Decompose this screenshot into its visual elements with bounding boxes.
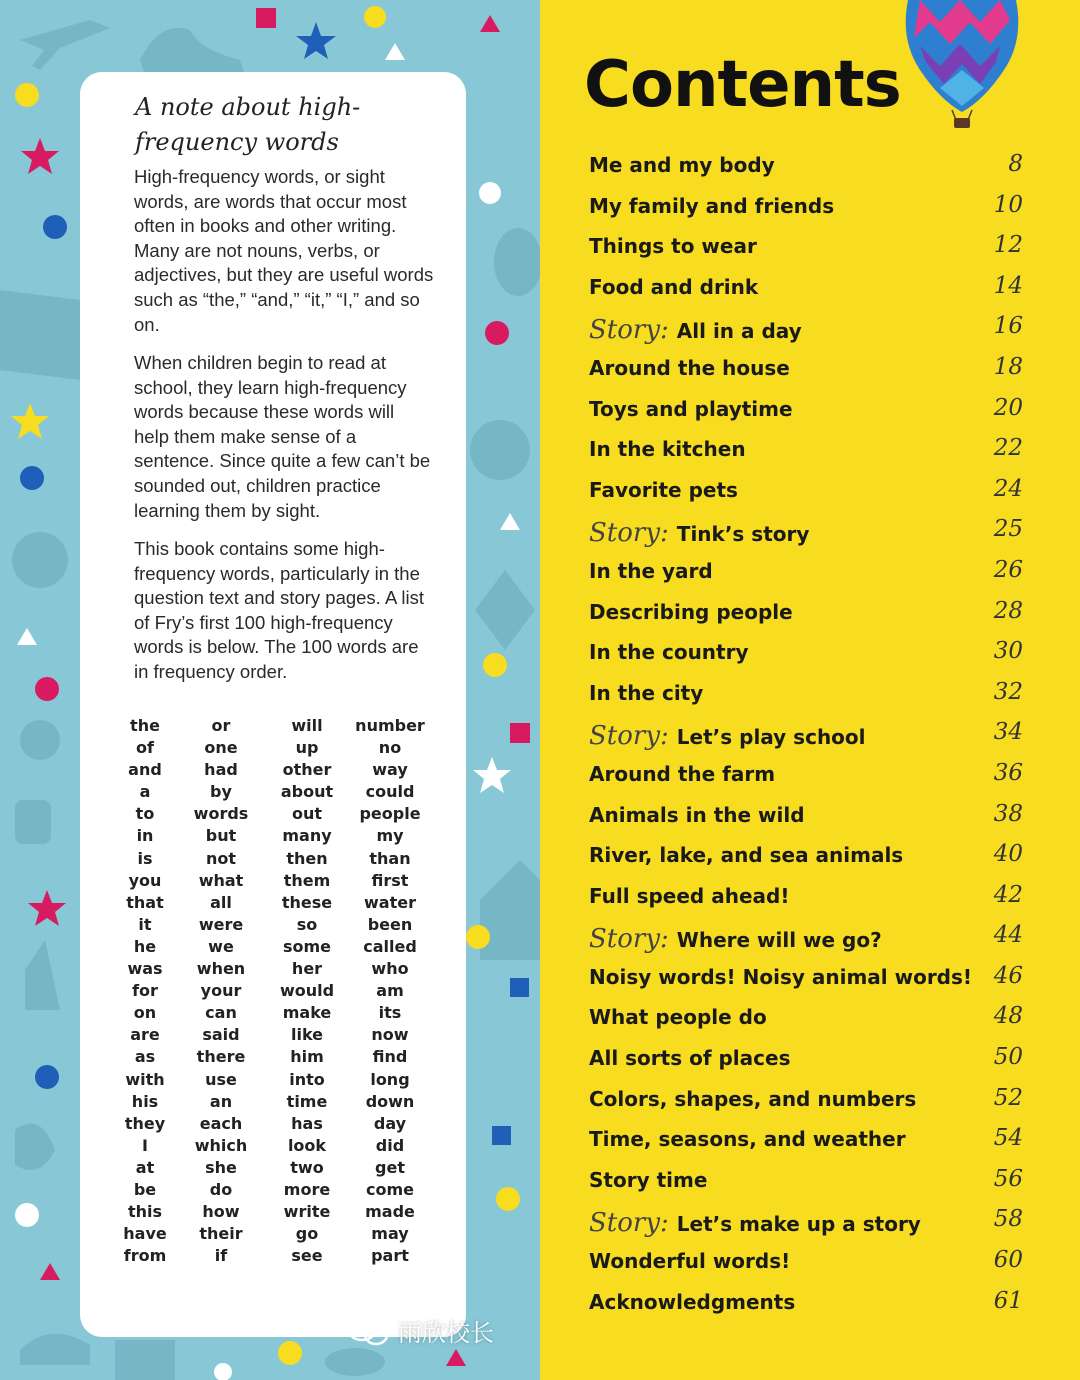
toc-item <box>589 389 1029 430</box>
toc-page-number: 14 <box>993 272 1023 299</box>
toc-page-number: 32 <box>993 678 1023 705</box>
sight-word: up <box>295 738 319 758</box>
sight-word: a <box>139 782 151 802</box>
toc-label <box>589 275 758 299</box>
high-frequency-word-list <box>98 715 458 1267</box>
toc-title: In the kitchen <box>589 437 746 462</box>
toc-title: Toys and playtime <box>589 396 793 421</box>
toc-title: Noisy words! Noisy animal words! <box>589 964 973 989</box>
toc-page-number: 12 <box>993 232 1023 259</box>
note-paragraph: When children begin to read at school, they learn high-frequency words because these words will help them make sense of a sentence. Since quite a few can’t be sounded out, children practice learning them by sight. <box>134 352 431 521</box>
sight-word: were <box>198 914 244 934</box>
sight-word: his <box>131 1091 159 1111</box>
watermark-text: 雨欣校长 <box>398 1320 494 1347</box>
sight-word: the <box>130 716 160 735</box>
toc-item <box>589 795 1029 836</box>
toc-label <box>589 721 866 751</box>
toc-title: Full speed ahead! <box>589 883 790 908</box>
sight-word: way <box>372 760 408 780</box>
sight-word: so <box>296 914 318 934</box>
yellow-star-icon <box>11 403 49 439</box>
toc-title: Time, seasons, and weather <box>589 1127 906 1152</box>
toc-item <box>589 1282 1029 1323</box>
sight-word: your <box>200 981 242 1001</box>
sight-word: who <box>371 959 409 979</box>
sight-word: there <box>196 1047 246 1067</box>
sight-word: said <box>202 1025 240 1045</box>
sight-word: first <box>371 870 409 890</box>
kite-icon <box>475 570 535 650</box>
house-icon <box>480 860 540 960</box>
toc-item <box>589 713 1029 754</box>
white-triangle-icon <box>385 43 405 60</box>
sight-word: at <box>135 1157 155 1177</box>
sight-word: from <box>123 1246 167 1266</box>
toc-label <box>589 1168 707 1192</box>
toc-item <box>589 876 1029 917</box>
yellow-dot-icon <box>364 6 386 28</box>
toc-item <box>589 835 1029 876</box>
toc-label <box>589 762 775 786</box>
butterfly-icon <box>15 1123 55 1170</box>
gnome-icon <box>25 940 60 1010</box>
car-icon <box>325 1348 385 1376</box>
toc-page-number: 48 <box>993 1003 1023 1030</box>
sight-word: out <box>291 804 323 824</box>
toc-page-number: 38 <box>993 800 1023 827</box>
toc-title: Let’s play school <box>676 725 866 750</box>
sight-word: to <box>135 804 155 824</box>
toc-item <box>589 145 1029 186</box>
toc-label <box>589 1087 916 1111</box>
sight-word: time <box>286 1091 328 1111</box>
sight-word: in <box>136 826 154 846</box>
sight-word: use <box>205 1069 237 1089</box>
sight-word: and <box>128 760 162 780</box>
sight-word: two <box>290 1157 324 1177</box>
toc-label <box>589 559 713 583</box>
white-triangle-icon <box>500 513 520 530</box>
toc-item <box>589 1160 1029 1201</box>
toc-label <box>589 194 834 218</box>
right-panel <box>540 0 1080 1380</box>
sight-word: they <box>124 1113 166 1133</box>
toc-label <box>589 884 789 908</box>
sight-word: each <box>199 1113 243 1133</box>
toc-page-number: 36 <box>993 759 1023 786</box>
sight-word: go <box>295 1224 319 1244</box>
yellow-dot-icon <box>15 83 39 107</box>
toc-title: Describing people <box>589 599 793 624</box>
toc-label <box>589 681 703 705</box>
toc-item <box>589 267 1029 308</box>
yellow-dot-icon <box>483 653 507 677</box>
sight-word: when <box>196 959 246 979</box>
toc-page-number: 40 <box>993 841 1023 868</box>
sight-word: no <box>378 738 402 758</box>
toc-item <box>589 226 1029 267</box>
table-of-contents <box>589 145 1029 1322</box>
toc-page-number: 18 <box>993 353 1023 380</box>
blue-star-icon <box>296 22 336 59</box>
toc-label <box>589 1290 795 1314</box>
sight-word: some <box>282 936 332 956</box>
sight-word: now <box>371 1025 409 1045</box>
contents-title: Contents <box>584 48 901 122</box>
toc-item <box>589 1241 1029 1282</box>
pink-star-icon <box>21 138 59 174</box>
note-card <box>80 72 466 1337</box>
airplane-icon <box>20 20 110 70</box>
toc-page-number: 26 <box>993 556 1023 583</box>
toc-title: Wonderful words! <box>589 1249 791 1274</box>
sight-word: long <box>370 1069 410 1089</box>
toc-label <box>589 843 903 867</box>
toc-item <box>589 957 1029 998</box>
sight-word: he <box>133 936 157 956</box>
sight-word: you <box>128 870 162 890</box>
sight-word: their <box>199 1224 243 1244</box>
sight-word: not <box>205 848 237 868</box>
wechat-icon <box>346 1315 390 1347</box>
toc-page-number: 30 <box>993 638 1023 665</box>
sight-word: can <box>205 1003 237 1023</box>
toc-title: My family and friends <box>589 193 835 218</box>
sight-word: than <box>369 848 411 868</box>
toc-label <box>589 640 749 664</box>
toc-item <box>589 673 1029 714</box>
balloon-icon <box>494 228 540 296</box>
watermark <box>346 1313 494 1348</box>
note-title: A note about high-frequency words <box>135 93 361 156</box>
sight-word: number <box>355 716 425 735</box>
flower-icon <box>20 720 60 760</box>
blue-dot-icon <box>35 1065 59 1089</box>
blue-dot-icon <box>20 466 44 490</box>
toc-item <box>589 1038 1029 1079</box>
toc-page-number: 8 <box>1008 151 1023 177</box>
toc-item <box>589 429 1029 470</box>
sight-word: her <box>291 959 323 979</box>
sight-word: or <box>211 716 231 735</box>
word-column <box>250 715 364 1267</box>
pink-dot-icon <box>35 677 59 701</box>
sight-word: with <box>125 1069 165 1089</box>
toc-page-number: 54 <box>993 1125 1023 1152</box>
sight-word: more <box>283 1179 331 1199</box>
toc-title: Favorite pets <box>589 477 738 502</box>
sight-word: these <box>281 892 333 912</box>
sight-word: into <box>289 1069 325 1089</box>
toc-label <box>589 153 775 177</box>
hot-air-balloon-icon <box>900 0 1040 130</box>
toc-label <box>589 1005 767 1029</box>
blue-dot-icon <box>43 215 67 239</box>
sight-word: what <box>198 870 244 890</box>
sight-word: like <box>290 1025 324 1045</box>
sight-word: am <box>376 981 404 1001</box>
sight-word: him <box>290 1047 324 1067</box>
sight-word: by <box>210 782 232 802</box>
pink-triangle-icon <box>40 1263 60 1280</box>
toc-title: In the country <box>589 640 749 665</box>
blue-square-icon <box>492 1126 511 1145</box>
toc-title: Around the farm <box>589 761 776 786</box>
note-paragraph: High-frequency words, or sight words, are words that occur most often in books and other writing. Many are not nouns, verbs, or adjectives, but they are useful words such as “the,” “and,” “it,” “I,” and so on. <box>134 166 434 335</box>
toc-title: What people do <box>589 1005 767 1030</box>
toc-story-prefix: Story: <box>589 1208 669 1239</box>
sight-word: many <box>282 826 332 846</box>
toc-page-number: 25 <box>993 516 1023 543</box>
sight-word: was <box>127 959 163 979</box>
toc-item <box>589 1200 1029 1241</box>
toc-label <box>589 356 790 380</box>
toc-page-number: 16 <box>993 313 1023 340</box>
toc-title: Animals in the wild <box>589 802 805 827</box>
pirate-flag-icon <box>0 290 80 380</box>
sight-word: day <box>373 1113 407 1133</box>
toc-label <box>589 965 972 989</box>
toc-page-number: 10 <box>993 191 1023 218</box>
sight-word: had <box>204 760 238 780</box>
sight-word: make <box>282 1003 332 1023</box>
white-dot-icon <box>214 1363 232 1380</box>
toc-page-number: 58 <box>993 1206 1023 1233</box>
toc-page-number: 24 <box>993 475 1023 502</box>
yellow-dot-icon <box>278 1341 302 1365</box>
sight-word: write <box>283 1202 331 1222</box>
toc-title: Me and my body <box>589 153 775 177</box>
sight-word: them <box>283 870 331 890</box>
pink-triangle-icon <box>480 15 500 32</box>
toc-title: Tink’s story <box>676 522 810 547</box>
pink-triangle-icon <box>446 1349 466 1366</box>
toc-label <box>589 478 738 502</box>
toc-story-prefix: Story: <box>589 518 669 549</box>
sight-word: my <box>376 826 404 846</box>
sight-word: but <box>205 826 237 846</box>
toc-title: Colors, shapes, and numbers <box>589 1086 917 1111</box>
sight-word: made <box>365 1202 415 1222</box>
toc-label <box>589 1046 790 1070</box>
toc-label <box>589 1208 921 1238</box>
toc-label <box>589 518 809 548</box>
toc-story-prefix: Story: <box>589 315 669 346</box>
word-column <box>355 715 425 1267</box>
sight-word: have <box>123 1224 167 1244</box>
toc-page-number: 42 <box>993 881 1023 908</box>
yellow-dot-icon <box>466 925 490 949</box>
sight-word: do <box>209 1179 233 1199</box>
toc-story-prefix: Story: <box>589 721 669 752</box>
backpack-icon <box>15 800 51 844</box>
toc-item <box>589 592 1029 633</box>
sight-word: about <box>280 782 334 802</box>
sight-word: an <box>209 1091 233 1111</box>
sight-word: all <box>210 892 232 912</box>
toc-title: Acknowledgments <box>589 1289 796 1314</box>
toc-label <box>589 315 802 345</box>
toc-label <box>589 600 793 624</box>
word-column <box>98 715 192 1267</box>
sight-word: people <box>359 804 421 824</box>
sight-word: could <box>365 782 415 802</box>
toc-title: In the city <box>589 680 704 705</box>
toc-item <box>589 510 1029 551</box>
yellow-dot-icon <box>496 1187 520 1211</box>
toc-page-number: 34 <box>993 719 1023 746</box>
toc-title: Things to wear <box>589 234 757 259</box>
sight-word: would <box>279 981 335 1001</box>
squirrel-icon <box>20 1334 90 1365</box>
gorilla-icon <box>470 420 530 480</box>
toc-item <box>589 470 1029 511</box>
sight-word: one <box>204 738 238 758</box>
toc-page-number: 44 <box>993 922 1023 949</box>
sight-word: come <box>366 1179 414 1199</box>
toc-item <box>589 632 1029 673</box>
white-dot-icon <box>479 182 501 204</box>
sight-word: which <box>194 1135 248 1155</box>
toc-item <box>589 997 1029 1038</box>
toc-title: All sorts of places <box>589 1046 791 1071</box>
toc-label <box>589 803 805 827</box>
blue-square-icon <box>510 978 529 997</box>
sight-word: part <box>371 1246 409 1266</box>
toc-page-number: 61 <box>993 1287 1023 1314</box>
sight-word: down <box>365 1091 415 1111</box>
toc-title: In the yard <box>589 558 713 583</box>
toc-label <box>589 437 746 461</box>
white-dot-icon <box>15 1203 39 1227</box>
sight-word: this <box>127 1202 163 1222</box>
toc-label <box>589 397 793 421</box>
sight-word: if <box>214 1246 228 1266</box>
sight-word: will <box>291 716 323 735</box>
toc-label <box>589 924 882 954</box>
sight-word: I <box>142 1135 148 1155</box>
sight-word: as <box>134 1047 156 1067</box>
toc-item <box>589 1119 1029 1160</box>
sight-word: water <box>364 892 416 912</box>
toc-page-number: 60 <box>993 1247 1023 1274</box>
toc-label <box>589 234 757 258</box>
sight-word: find <box>372 1047 408 1067</box>
sight-word: be <box>133 1179 157 1199</box>
sight-word: words <box>193 804 249 824</box>
building-icon <box>115 1340 175 1380</box>
word-column <box>192 715 250 1267</box>
sight-word: that <box>126 892 164 912</box>
toc-item <box>589 348 1029 389</box>
sight-word: may <box>371 1224 409 1244</box>
toc-item <box>589 551 1029 592</box>
toc-title: River, lake, and sea animals <box>589 843 904 868</box>
white-triangle-icon <box>17 628 37 645</box>
sight-word: for <box>132 981 158 1001</box>
toc-title: All in a day <box>676 319 802 344</box>
sight-word: called <box>363 936 417 956</box>
sight-word: then <box>286 848 328 868</box>
sight-word: get <box>375 1157 405 1177</box>
toc-item <box>589 916 1029 957</box>
toc-item <box>589 1079 1029 1120</box>
toc-page-number: 50 <box>993 1044 1023 1071</box>
toc-page-number: 52 <box>993 1084 1023 1111</box>
sight-word: she <box>205 1157 237 1177</box>
sight-word: its <box>378 1003 402 1023</box>
toc-page-number: 56 <box>993 1165 1023 1192</box>
sight-word: we <box>208 936 234 956</box>
toc-page-number: 22 <box>993 435 1023 462</box>
toc-page-number: 28 <box>993 597 1023 624</box>
sight-word: has <box>291 1113 323 1133</box>
toc-label <box>589 1127 906 1151</box>
toc-title: Around the house <box>589 355 790 380</box>
sight-word: see <box>291 1246 323 1266</box>
toc-title: Food and drink <box>589 274 759 299</box>
toc-item <box>589 307 1029 348</box>
white-star-icon <box>473 757 511 793</box>
pink-square-icon <box>510 723 530 743</box>
toc-label <box>589 1249 790 1273</box>
sight-word: it <box>138 914 152 934</box>
sight-word: are <box>130 1025 160 1045</box>
toc-story-prefix: Story: <box>589 924 669 955</box>
pink-square-icon <box>256 8 276 28</box>
toc-page-number: 20 <box>993 394 1023 421</box>
sight-word: been <box>367 914 413 934</box>
toc-title: Story time <box>589 1167 708 1192</box>
toc-page-number: 46 <box>993 962 1023 989</box>
sight-word: of <box>136 738 154 758</box>
sight-word: on <box>133 1003 157 1023</box>
toc-title: Where will we go? <box>676 928 882 953</box>
sight-word: did <box>375 1135 405 1155</box>
note-paragraph: This book contains some high-frequency words, particularly in the question text and story pages. A list of Fry’s first 100 high-frequency words is below. The 100 words are in frequency order. <box>134 538 425 682</box>
toc-item <box>589 754 1029 795</box>
sun-icon <box>12 532 68 588</box>
toc-item <box>589 186 1029 227</box>
sight-word: is <box>137 848 153 868</box>
sight-word: how <box>202 1202 240 1222</box>
toc-title: Let’s make up a story <box>676 1212 921 1237</box>
pink-star-icon <box>28 890 66 926</box>
sight-word: other <box>282 760 332 780</box>
pink-dot-icon <box>485 321 509 345</box>
sight-word: look <box>287 1135 327 1155</box>
